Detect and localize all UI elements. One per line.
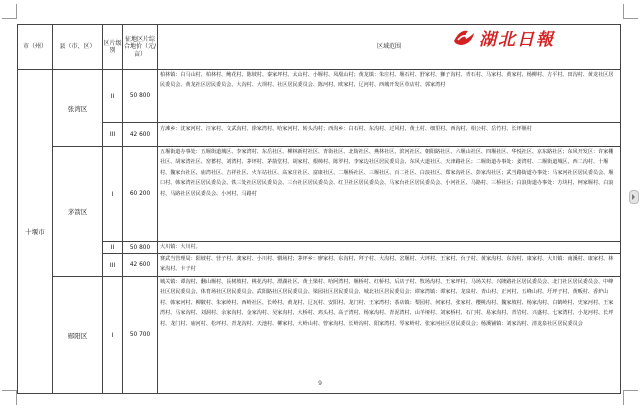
header-price: 征地区片综合地价（元/亩） bbox=[123, 25, 158, 70]
range-text: 方滩乡：沈家河村、汪家村、文武沟村、徐家湾村、哈家河村、转头沟村；西沟乡：白石村、东沟村、过风村、黄土村、细里村、西沟村、相公村、岳竹村、长坪堰村 bbox=[160, 125, 532, 132]
range-cell bbox=[158, 147, 621, 242]
page-number: 9 bbox=[318, 380, 322, 387]
county-cell: 茅箭区 bbox=[53, 147, 103, 277]
range-cell bbox=[158, 123, 621, 147]
price-cell: 42 600 bbox=[123, 123, 158, 147]
zone-class-cell: II bbox=[103, 242, 123, 254]
header-zone-class: 区片级别 bbox=[103, 25, 123, 70]
range-cell bbox=[158, 254, 621, 277]
table-row bbox=[18, 254, 621, 277]
range-cell bbox=[158, 70, 621, 123]
hubei-daily-logo bbox=[452, 26, 555, 48]
crop-mark-bottom-right bbox=[623, 390, 638, 405]
header-range: 区域范围 bbox=[158, 25, 621, 70]
table-row bbox=[18, 70, 621, 123]
price-cell: 50 700 bbox=[123, 277, 158, 394]
table-row bbox=[18, 242, 621, 254]
header-county: 县（市、区） bbox=[53, 25, 103, 70]
city-cell: 十堰市 bbox=[18, 70, 53, 394]
range-cell bbox=[158, 242, 621, 254]
logo-mark-icon bbox=[452, 27, 476, 47]
crop-mark-top-right bbox=[623, 4, 638, 19]
land-price-table bbox=[17, 24, 621, 394]
zone-class-cell: I bbox=[103, 277, 123, 394]
table-row bbox=[18, 147, 621, 242]
range-text: 五堰街道办事处：五堰街道城区、李家湾村、东岳社区、柳林新村社区、青街社区、北街社区、燕林社区、滨河社区、朝阳路社区、六堰山社区、四堰社区、华悦社区、京东路社区；东风开发区：许家棚社区、胡家湾社区、窑蓄村、刘湾村、茅坪村、茅箭堂村、胡家村、根樟村、陈罗村、李家边社区居民委员会、东风大道社区、天津路社区；二堰街道办事处：姜湾村、二堰街道城区、西二沟村、十堰村、魏家台社区、庙湾社区、吉祥社区、火车站社区、高家庄社区、富康社区、二堰桥社区、三堰社区、百二社区、白浪社区、郑家沟社区、彭家沟社区；武当路街道办事处：马家河社区居民委员会、堰口村、韩家湾社区居民委员会、铁三处社区居民委员会、三台社区居民委员会、红卫社区居民委员会、马家台社区居民委员会、小河社区、马路村、三桥社区；白浪街道办事处：方块村、柯家堰村、白浪村、马路社区居民委员会、小河村、马路村 bbox=[160, 149, 614, 197]
logo-text: 湖北日報 bbox=[479, 29, 555, 50]
scroll-arrow-icon[interactable] bbox=[629, 190, 639, 204]
range-cell bbox=[158, 277, 621, 394]
range-text: 柏林镇：白马山村、柏林村、鲍花村、陈坡村、秦家坪村、太山村、小堰村、凤凰山村；黄龙镇：朱庄村、堰石村、舒家村、狮子沟村、青石村、马家村、黄家村、杨柳村、方平村、田沟村、黄龙社区居民委员会、黄龙社区居民委员会、大沟村、大坝村、社区居民委员会、陈河村、欧家村、辽河村、西城开发区草店村、郭家湾村 bbox=[160, 72, 614, 89]
zone-class-cell: I bbox=[103, 147, 123, 242]
crop-mark-bottom-left bbox=[2, 390, 17, 405]
price-cell: 42 600 bbox=[123, 254, 158, 277]
header-city: 市（州） bbox=[18, 25, 53, 70]
zone-class-cell: III bbox=[103, 254, 123, 277]
price-cell: 60 200 bbox=[123, 147, 158, 242]
range-text: 城关镇：谭沟村、翻山堰村、長树坡村、桃花沟村、漂湖社区、黄土梁村、哈阿湾村、堰桥村、红桥村、后店子村、牧场沟村、王家坪村、马场关村、兴隆路社区居民委员会、北门社区居民委员会、中峰社区居民委员会、体育场社区居民委员会、武阳路社区居民委员会、梁园社区居民委员会、城北社区居民委员会；谭家湾镇：谭家村、龙泉村、青山村、正河村、五峰山村、圩坪子村、黄畈村、香炉山村、韩家河村、柳陂村、朱家岭村、西岭社区、长岭村、黄龙村、辽瓦村、安阳村、龙门村、王家湾村；茶店镇：梨园村、何家村、张家村、樱桃沟村、魏家坡村、杨家沟村、白鹤岭村、史家河村、王家湾村、马家沟村、刘洞村、余家沟村、金家沟村、吴家沟村、大桥村、鸡头村、高子湾村、杨家沟村、青泥湾村、山羊垭村、刘家桥村、石门村、易家沟村、青岩村、兴盛村、七家湾村、小龙河村、长坪村、龙门村、庙河村、松坪村、青龙沟村、天池村、柳家村、大岭山村、曾家沟村、长岭沟村、阳家湾村、琴家岭村、张家河社区居民委员会；杨溪铺镇：刘家沟村、清龙泉社区居民委员会 bbox=[160, 279, 614, 327]
crop-mark-top-left bbox=[2, 4, 17, 19]
table-row bbox=[18, 123, 621, 147]
county-cell: 郧阳区 bbox=[53, 277, 103, 394]
range-text: 大川镇：大川村。 bbox=[160, 244, 201, 250]
table-row bbox=[18, 277, 621, 394]
range-text: 赛武当管理局：阳坡村、营子村、龚家村、小川村、辋场村；茅坪乡：廖家村、东沟村、拜子村、大沟村、岔堰村、大坪村、王家村、台子村、黄家沟村、东沟村、康家村、大川镇：南溪村、康家村、林家沟村、卡子村 bbox=[160, 256, 614, 273]
price-cell: 50 800 bbox=[123, 70, 158, 123]
county-cell: 张湾区 bbox=[53, 70, 103, 147]
zone-class-cell: II bbox=[103, 70, 123, 123]
zone-class-cell: III bbox=[103, 123, 123, 147]
price-cell: 50 800 bbox=[123, 242, 158, 254]
